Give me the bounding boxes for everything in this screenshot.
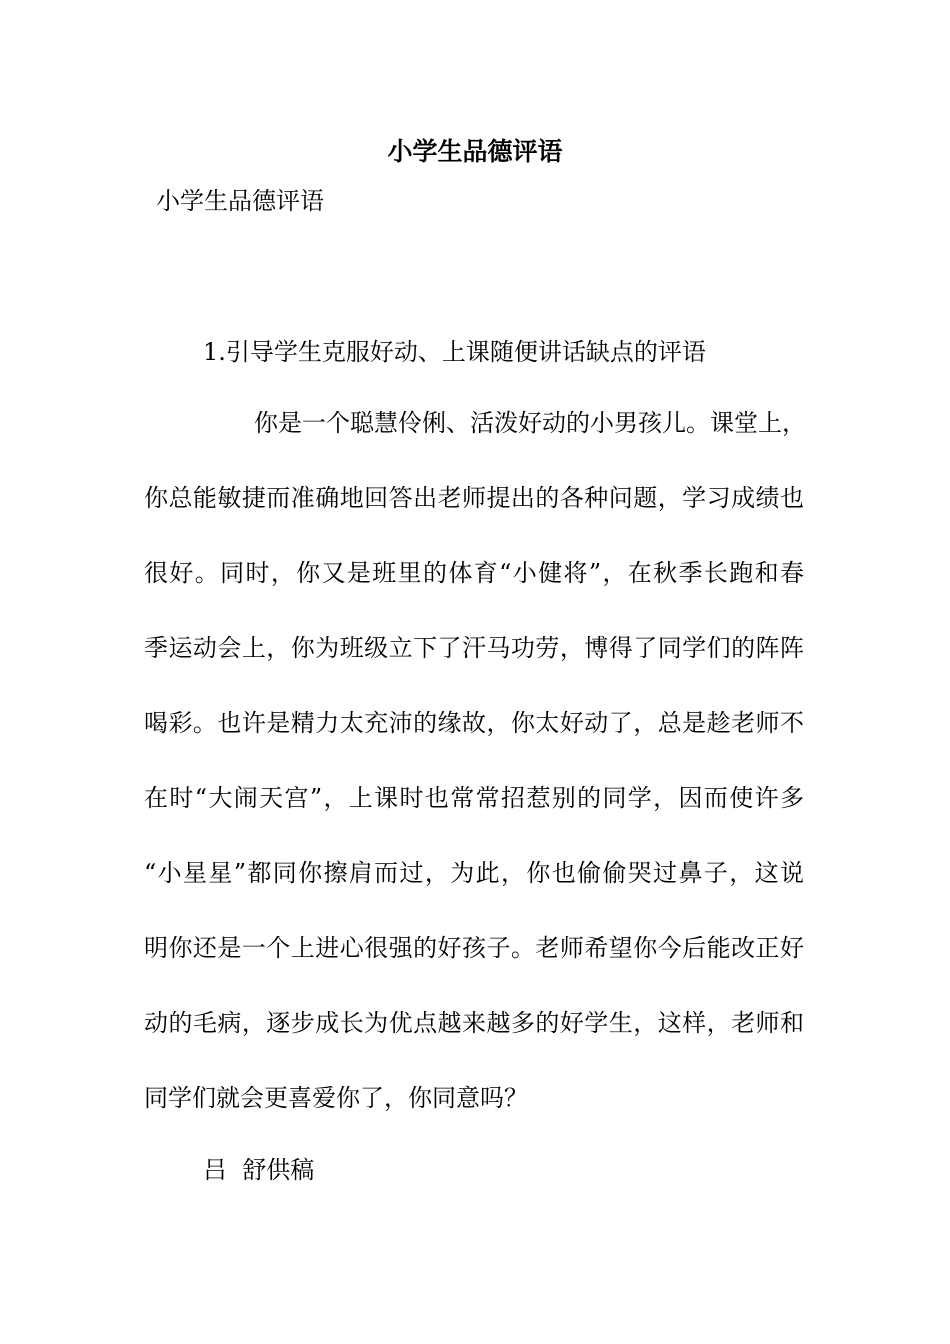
document-subtitle: 小学生品德评语 <box>156 187 324 215</box>
comment-paragraph <box>144 405 804 1155</box>
paragraph-line: “小星星”都同你擦肩而过，为此，你也偷偷哭过鼻子，这说 <box>144 859 804 887</box>
section-heading: 1.引导学生克服好动、上课随便讲话缺点的评语 <box>203 338 706 366</box>
paragraph-line: 动的毛病，逐步成长为优点越来越多的好学生，这样，老师和 <box>144 1009 804 1037</box>
document-title: 小学生品德评语 <box>387 137 563 166</box>
paragraph-line: 你总能敏捷而准确地回答出老师提出的各种问题，学习成绩也 <box>144 484 804 512</box>
paragraph-line: 明你还是一个上进心很强的好孩子。老师希望你今后能改正好 <box>144 934 804 962</box>
paragraph-line: 在时“大闹天宫”，上课时也常常招惹别的同学，因而使许多 <box>144 784 804 812</box>
paragraph-line: 喝彩。也许是精力太充沛的缘故，你太好动了，总是趁老师不 <box>144 709 804 737</box>
author-signature: 吕 舒供稿 <box>203 1156 315 1184</box>
paragraph-line: 很好。同时，你又是班里的体育“小健将”，在秋季长跑和春 <box>144 559 804 587</box>
paragraph-line: 你是一个聪慧伶俐、活泼好动的小男孩儿。课堂上， <box>254 409 806 437</box>
paragraph-line: 同学们就会更喜爱你了，你同意吗？ <box>144 1084 528 1112</box>
paragraph-line: 季运动会上，你为班级立下了汗马功劳，博得了同学们的阵阵 <box>144 634 804 662</box>
